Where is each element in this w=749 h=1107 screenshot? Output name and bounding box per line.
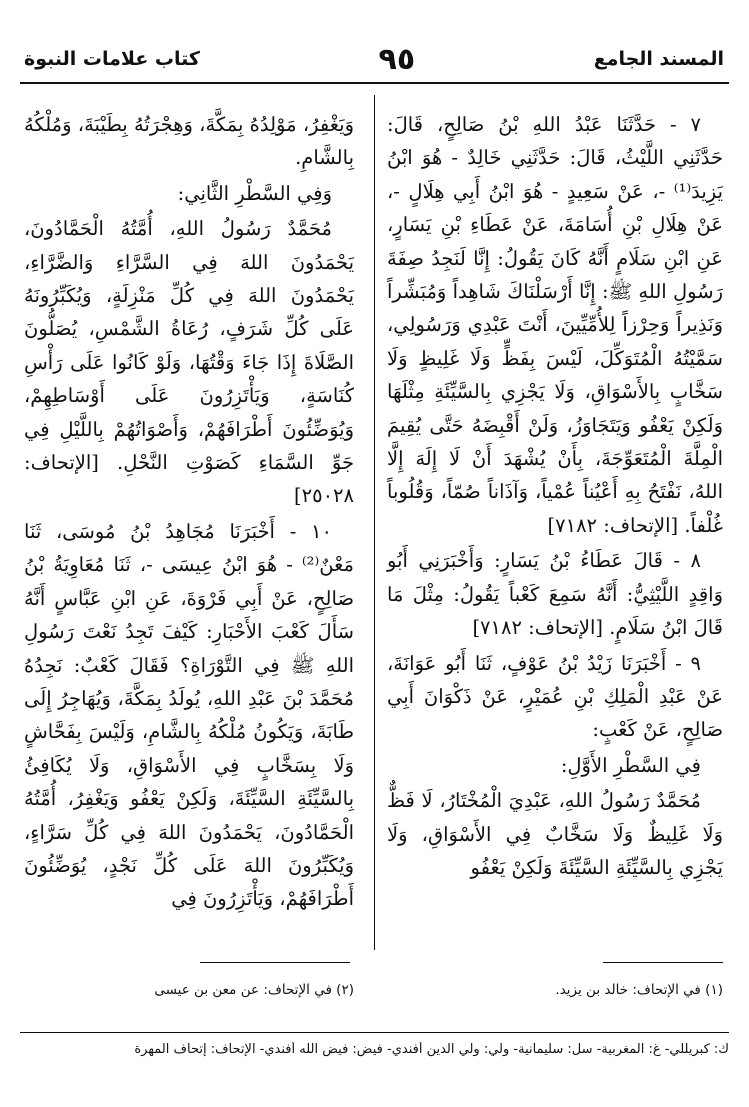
right-column [387,108,723,886]
book-title: المسند الجامع [593,48,724,70]
second-line-text: مُحَمَّدٌ رَسُولُ اللهِ، أُمَّتُهُ الْحَمَّادُونَ، يَحْمَدُونَ اللهَ فِي السَّرَّاءِ وَالضَّرَّاءِ، يَحْمَدُونَ اللهَ فِي كُلِّ مَنْزِلَةٍ، وَيُكَبِّرُونَهُ عَلَى كُلِّ شَرَفٍ، رُعَاةُ الشَّمْسِ، يُصَلُّونَ الصَّلَاةَ إِذَا جَاءَ وَقْتُهَا، وَلَوْ كَانُوا عَلَى رَأْسِ كُنَاسَةٍ، وَيَأْتَزِرُونَ عَلَى أَوْسَاطِهِمْ، وَيُوَضِّئُونَ أَطْرَافَهُمْ، وَأَصْوَاتُهُمْ بِاللَّيْلِ فِي جَوِّ السَّمَاءِ كَصَوْتِ النَّحْلِ. [الإتحاف: ٢٥٠٢٨] [24,217,354,508]
chapter-title: كتاب علامات النبوة [24,48,200,70]
header-rule [20,82,729,84]
manuscript-abbreviations: ك: كبريللي- غ: المغربية- سل: سليمانية- ولي: ولي الدين أفندي- فيض: فيض الله أفندي- الإتحاف: إتحاف المهرة [134,1042,729,1057]
footnote-rule-left [200,962,350,963]
second-line-heading: وَفِي السَّطْرِ الثَّانِي: [177,181,332,205]
hadith-10: ١٠ - أَخْبَرَنَا مُجَاهِدُ بْنُ مُوسَى، ثَنَا مَعْنٌ⁽²⁾ - هُوَ ابْنُ عِيسَى -، ثَنَا مُعَاوِيَةُ بْنُ صَالِحٍ، عَنْ أَبِي فَرْوَةَ، عَنِ ابْنِ عَبَّاسٍ أَنَّهُ سَأَلَ كَعْبَ الأَحْبَارِ: كَيْفَ تَجِدُ نَعْتَ رَسُولِ اللهِ ﷺ فِي التَّوْرَاةِ؟ فَقَالَ كَعْبٌ: نَجِدُهُ مُحَمَّدَ بْنَ عَبْدِ اللهِ، يُولَدُ بِمَكَّةَ، وَيُهَاجِرُ إِلَى طَابَةَ، وَيَكُونُ مُلْكُهُ بِالشَّامِ، وَلَيْسَ بِفَحَّاشٍ وَلَا بِسَخَّابٍ فِي الأَسْوَاقِ، وَلَا يُكَافِئُ بِالسَّيِّئَةِ السَّيِّئَةَ، وَلَكِنْ يَعْفُو وَيَغْفِرُ، أُمَّتُهُ الْحَمَّادُونَ، يَحْمَدُونَ اللهَ فِي كُلِّ سَرَّاءٍ، وَيُكَبِّرُونَ اللهَ عَلَى كُلِّ نَجْدٍ، يُوَضِّئُونَ أَطْرَافَهُمْ، وَيَأْتَزِرُونَ فِي [24,519,354,911]
footnote-2: (٢) في الإتحاف: عن معن بن عيسى [154,982,354,998]
hadith-9: ٩ - أَخْبَرَنَا زَيْدُ بْنُ عَوْفٍ، ثَنَا أَبُو عَوَانَةَ، عَنْ عَبْدِ الْمَلِكِ بْنِ عُمَيْرٍ، عَنْ ذَكْوَانَ أَبِي صَالِحٍ، عَنْ كَعْبٍ: [387,651,723,742]
footer-rule [20,1032,729,1033]
column-divider [374,95,375,950]
continuation-text: وَيَغْفِرُ، مَوْلِدُهُ بِمَكَّةَ، وَهِجْرَتُهُ بِطَيْبَةَ، وَمُلْكُهُ بِالشَّامِ. [24,113,354,170]
hadith-7: ٧ - حَدَّثَنَا عَبْدُ اللهِ بْنُ صَالِحٍ، قَالَ: حَدَّثَنِي اللَّيْثُ، قَالَ: حَدَّثَنِي خَالِدٌ - هُوَ ابْنُ يَزِيدَ⁽¹⁾ -، عَنْ سَعِيدٍ - هُوَ ابْنُ أَبِي هِلَالٍ -، عَنْ هِلَالِ بْنِ أُسَامَةَ، عَنْ عَطَاءِ بْنِ يَسَارٍ، عَنِ ابْنِ سَلَامٍ أَنَّهُ كَانَ يَقُولُ: إِنَّا لَنَجِدُ صِفَةَ رَسُولِ اللهِ ﷺ: إِنَّا أَرْسَلْنَاكَ شَاهِداً وَمُبَشِّراً وَنَذِيراً وَحِرْزاً لِلأُمِّيِّينَ، أَنْتَ عَبْدِي وَرَسُولِي، سَمَّيْتُهُ الْمُتَوَكِّلَ، لَيْسَ بِفَظٍّ وَلَا غَلِيظٍ وَلَا سَخَّابٍ بِالأَسْوَاقِ، وَلَا يَجْزِي بِالسَّيِّئَةِ مِثْلَهَا وَلَكِنْ يَعْفُو وَيَتَجَاوَزُ، وَلَنْ أَقْبِضَهُ حَتَّى يُقِيمَ الْمِلَّةَ الْمُتَعَوِّجَةَ، بِأَنْ يُشْهَدَ أَنْ لَا إِلَهَ إِلَّا اللهُ، نَفْتَحُ بِهِ أَعْيُناً عُمْياً، وَآذَاناً صُمّاً، وَقُلُوباً غُلْفاً. [الإتحاف: ٧١٨٢] [387,113,723,537]
hadith-8: ٨ - قَالَ عَطَاءُ بْنُ يَسَارٍ: وَأَخْبَرَنِي أَبُو وَاقِدٍ اللَّيْثِيُّ: أَنَّهُ سَمِعَ كَعْباً يَقُولُ: مِثْلَ مَا قَالَ ابْنُ سَلَامٍ. [الإتحاف: ٧١٨٢] [387,549,723,640]
footnote-rule-right [603,962,723,963]
left-column [24,108,354,918]
page-number: ٩٥ [378,41,416,77]
first-line-text: مُحَمَّدٌ رَسُولُ اللهِ، عَبْدِيَ الْمُخْتَارُ، لَا فَظٌّ وَلَا غَلِيظٌ وَلَا سَخَّابٌ فِي الأَسْوَاقِ، وَلَا يَجْزِي بِالسَّيِّئَةِ السَّيِّئَةَ وَلَكِنْ يَعْفُو [387,789,723,879]
page-header [24,42,724,76]
first-line-heading: فِي السَّطْرِ الأَوَّلِ: [560,753,701,777]
footnote-1: (١) في الإتحاف: خالد بن يزيد. [555,982,723,998]
